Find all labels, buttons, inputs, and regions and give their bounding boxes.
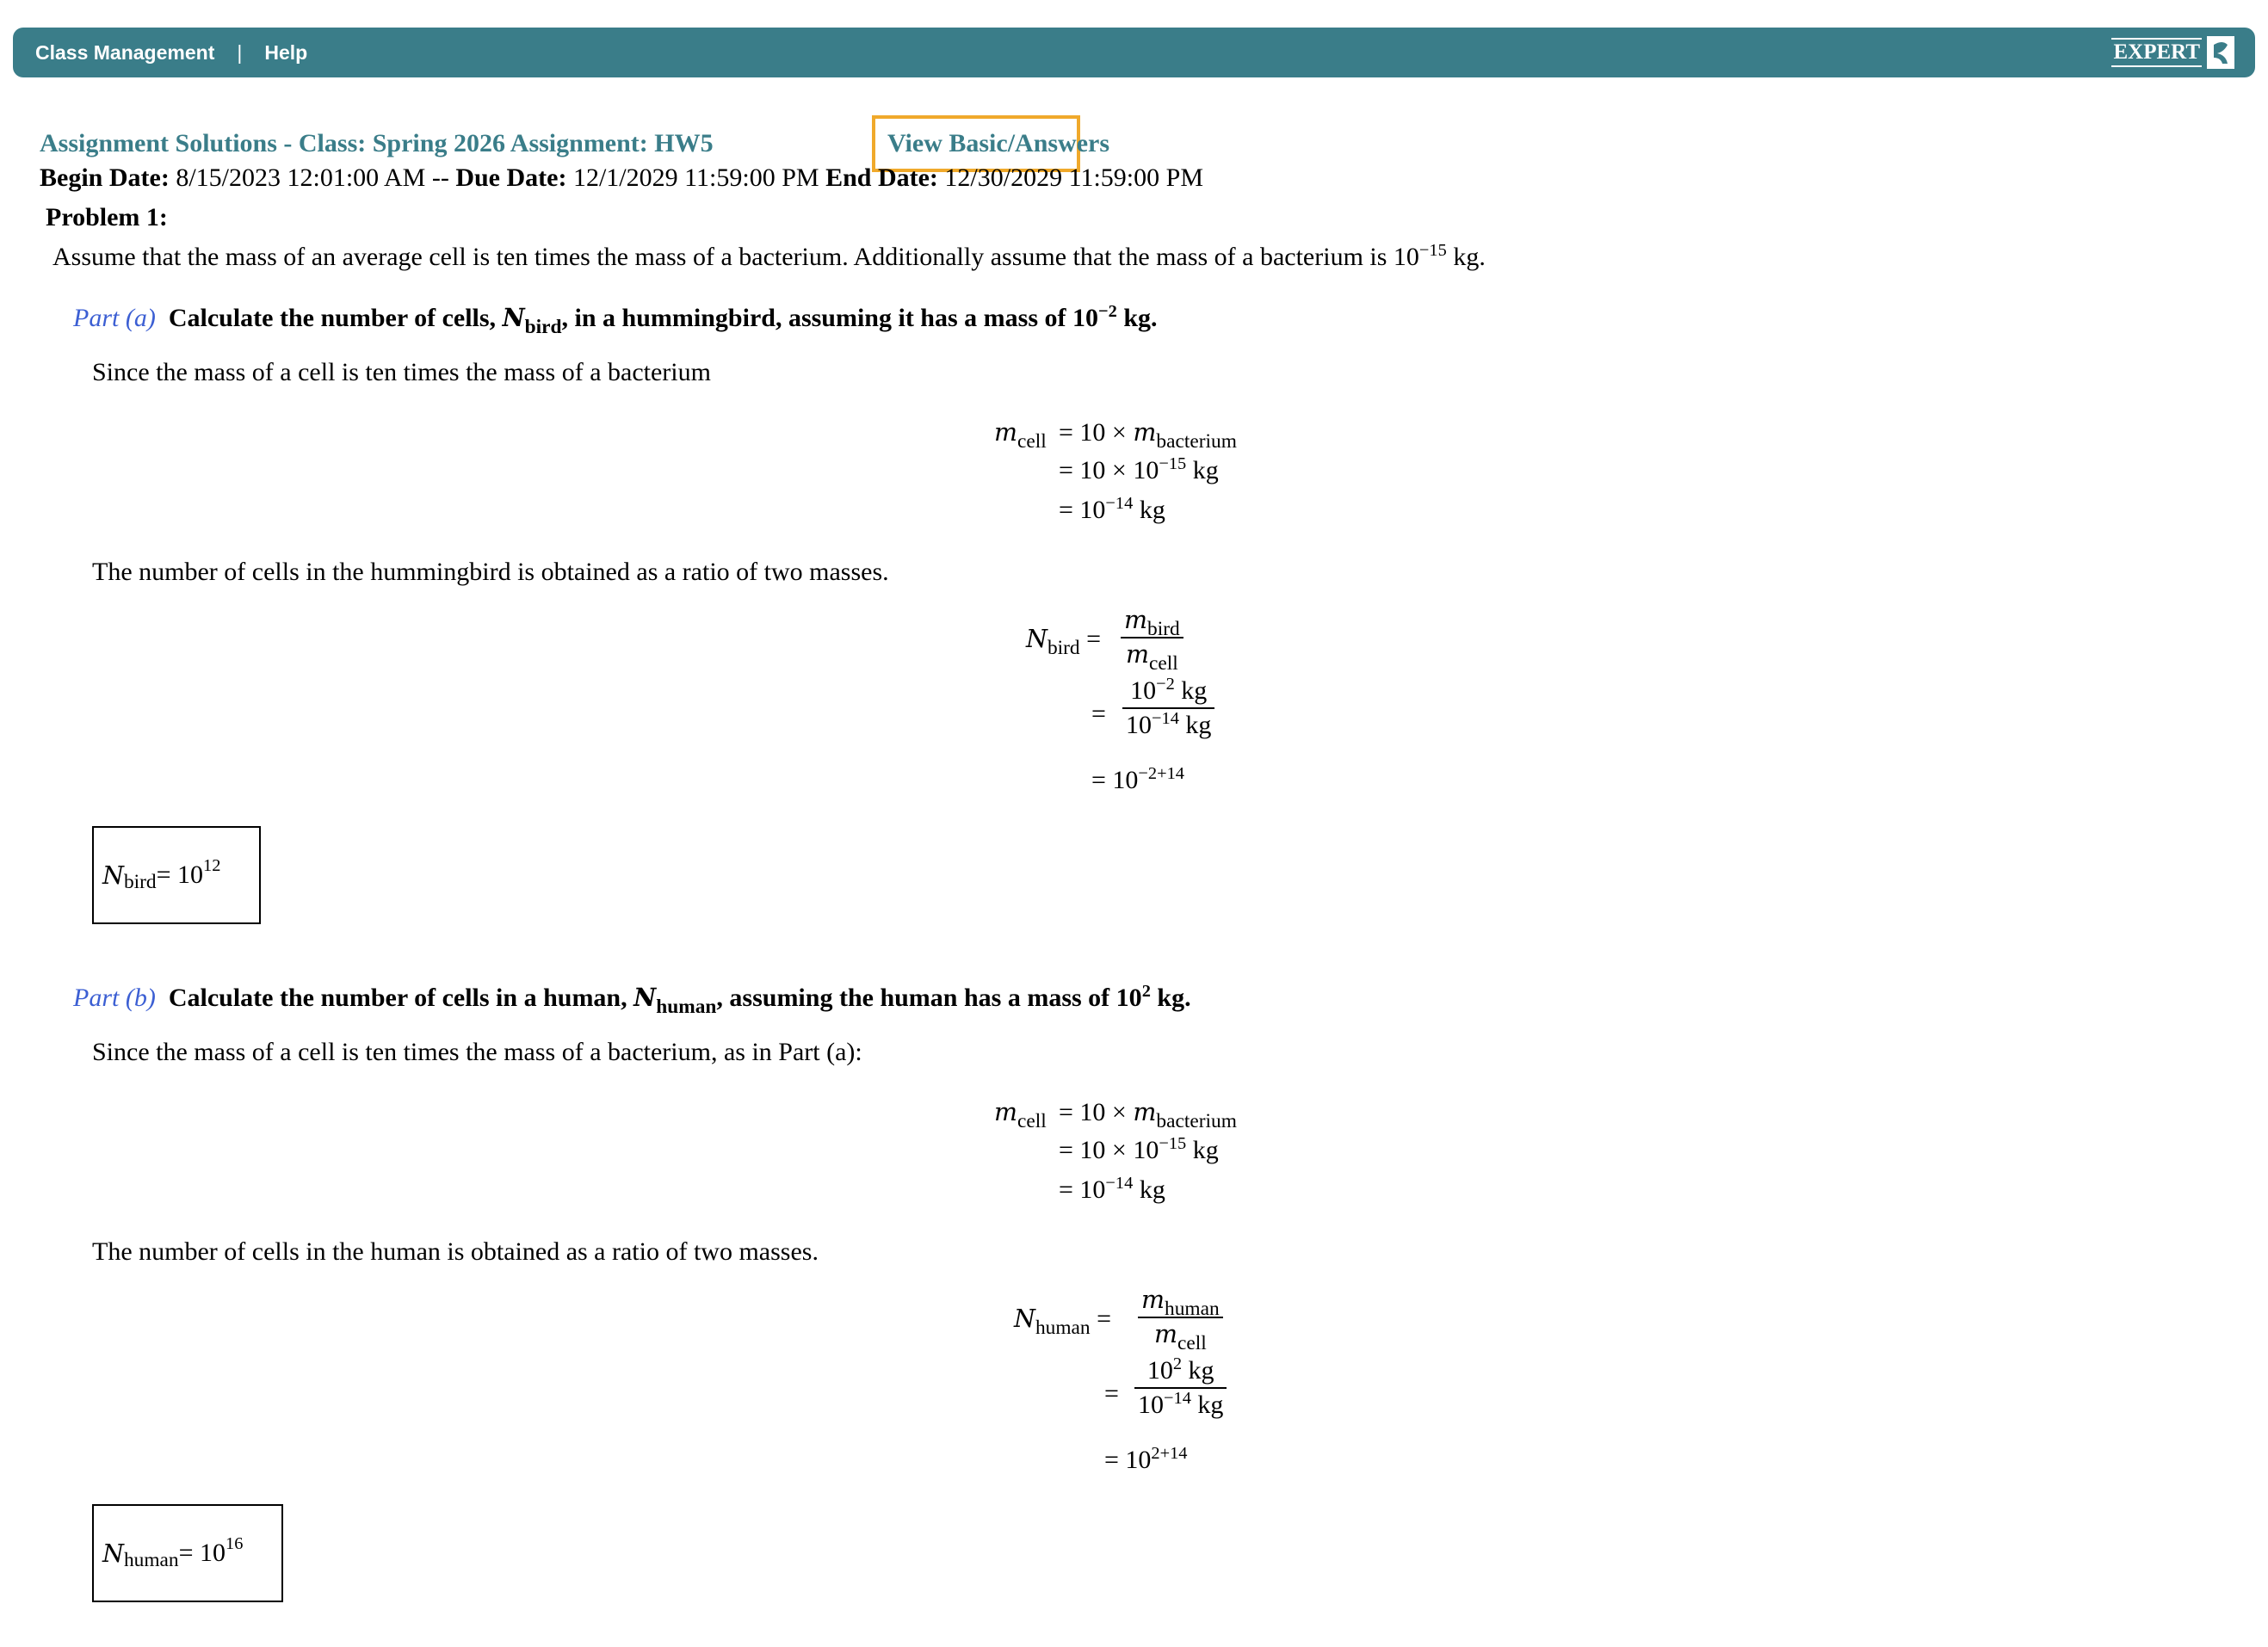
part-b-paragraph-2: The number of cells in the human is obtained as a ratio of two masses. (92, 1237, 819, 1266)
part-b-paragraph-1: Since the mass of a cell is ten times the mass of a bacterium, as in Part (a): (92, 1038, 862, 1066)
part-a-eq1-row1-pre: = 10 × (1059, 418, 1134, 447)
part-b-eq2-f1-denominator (1138, 1318, 1223, 1355)
part-b-eq2-lhs (1014, 1305, 1112, 1340)
part-a-eq2-row3-pre: = 10 (1091, 766, 1139, 794)
part-b-question-exp: 2 (1141, 981, 1151, 1001)
part-a-eq2-lhs-var: N (1026, 625, 1047, 653)
part-a-eq2-f1-num-var: m (1124, 606, 1148, 634)
part-a-eq1-row3 (1059, 493, 1165, 525)
part-a-eq1-lhs-var: m (994, 418, 1018, 447)
part-a-eq1-row1 (1059, 418, 1237, 453)
problem-intro-exponent: −15 (1418, 240, 1447, 260)
part-b-answer-var: N (102, 1539, 124, 1568)
part-b-eq2-equals: = (1097, 1305, 1112, 1333)
part-b-eq2-f2-num-unit: kg (1182, 1356, 1214, 1385)
part-a-eq2-f1-num-sub: bird (1147, 618, 1180, 641)
part-b-eq1-row3-pre: = 10 (1059, 1175, 1106, 1204)
part-a-question-var: N (502, 303, 525, 332)
part-b-eq1-lhs (994, 1098, 1047, 1133)
nav-separator: | (237, 40, 243, 64)
part-a-eq1-row2 (1059, 453, 1219, 485)
part-b-eq1-row2-pre: = 10 × 10 (1059, 1136, 1159, 1164)
part-a-eq2-row3 (1091, 763, 1185, 795)
expert-logo-icon (2205, 34, 2236, 71)
part-b-eq2-f1-numerator (1138, 1286, 1223, 1321)
part-a-eq2-f2-num-pre: 10 (1130, 676, 1157, 705)
assignment-dates (40, 163, 1203, 193)
nav-links (35, 28, 307, 77)
part-b-eq2-f2-denominator (1134, 1389, 1227, 1420)
part-b-question-unit: kg. (1150, 984, 1191, 1012)
due-date-label: Due Date: (455, 163, 567, 192)
part-b-answer-mid: = 10 (178, 1539, 226, 1567)
problem-title: Problem 1: (46, 203, 168, 231)
part-a-eq2-f1-den-sub: cell (1148, 652, 1178, 675)
part-a-eq1-row2-pre: = 10 × 10 (1059, 456, 1159, 484)
part-b-eq2-f2-den-pre: 10 (1138, 1391, 1164, 1419)
part-b-eq2-equals-2: = (1104, 1379, 1119, 1408)
part-b-eq1-row2-unit: kg (1186, 1136, 1219, 1164)
part-b-eq1-row2-exp: −15 (1159, 1133, 1187, 1153)
part-b-eq1-row3-exp: −14 (1105, 1173, 1134, 1193)
part-a-eq2-f2-den-pre: 10 (1126, 711, 1152, 739)
part-b-eq2-row3 (1104, 1443, 1188, 1475)
part-b-question-sub: human (656, 996, 717, 1019)
part-a-eq2-lhs-sub: bird (1047, 637, 1080, 660)
part-a-question (73, 301, 1158, 339)
part-a-eq2-f1-numerator (1121, 606, 1183, 641)
part-b-eq2-f1-den-var: m (1153, 1320, 1177, 1348)
due-date-value: 12/1/2029 11:59:00 PM (572, 163, 819, 192)
part-b-eq1-row1-sub: bacterium (1156, 1110, 1237, 1133)
class-management-link[interactable]: Class Management (35, 40, 215, 64)
part-a-eq2-f2-den-unit: kg (1178, 711, 1212, 739)
part-b-question (73, 981, 1191, 1019)
part-b-answer-box: N $_{human}$ = 10 $^{16}$ (92, 1504, 283, 1602)
expert-logo-text: EXPERT (2111, 38, 2202, 67)
problem-intro (53, 240, 1486, 272)
part-a-eq2-f2-numerator (1122, 676, 1214, 709)
part-b-eq1-row2 (1059, 1133, 1219, 1165)
help-link[interactable]: Help (264, 40, 308, 64)
part-a-eq1-lhs (994, 418, 1047, 453)
part-a-label: Part (a) (73, 304, 156, 332)
part-a-question-mid: , in a hummingbird, assuming it has a mass of 10 (561, 304, 1098, 332)
problem-intro-unit: kg. (1446, 243, 1486, 271)
part-a-answer-mid: = 10 (156, 861, 204, 889)
part-a-question-pre: Calculate the number of cells, (168, 304, 503, 332)
part-a-eq2-equals: = (1086, 625, 1102, 653)
part-b-eq1-row1-var: m (1133, 1098, 1157, 1126)
part-a-eq2-row3-exp: −2+14 (1138, 763, 1185, 783)
part-b-eq1-row3 (1059, 1175, 1165, 1205)
part-b-eq2-f1-den-sub: cell (1177, 1332, 1207, 1355)
part-a-answer-var: N (102, 861, 124, 890)
part-b-eq2-f2-den-exp: −14 (1164, 1388, 1191, 1408)
view-basic-answers-label: View Basic/Answers (887, 129, 1110, 157)
part-b-question-pre: Calculate the number of cells in a human, (168, 984, 634, 1012)
part-a-eq1-lhs-sub: cell (1017, 430, 1047, 453)
end-date-label: End Date: (825, 163, 938, 192)
part-b-eq1-row3-unit: kg (1133, 1175, 1165, 1204)
part-a-eq2-lhs (1026, 625, 1102, 660)
part-a-question-unit: kg. (1116, 304, 1158, 332)
part-b-eq2-fraction-2 (1134, 1356, 1227, 1420)
top-nav-bar (13, 28, 2255, 77)
part-a-eq2-f2-denominator (1122, 709, 1214, 740)
end-date-value: 12/30/2029 11:59:00 PM (944, 163, 1203, 192)
part-b-eq2-f2-num-pre: 10 (1146, 1356, 1173, 1385)
part-b-eq2-row3-exp: 2+14 (1151, 1443, 1188, 1463)
part-a-eq2-f2-num-unit: kg (1174, 676, 1208, 705)
page-title: Assignment Solutions - Class: Spring 2026 Assignment: HW5 (40, 129, 714, 157)
part-a-eq1-row3-unit: kg (1133, 496, 1165, 524)
part-b-eq1-lhs-var: m (994, 1098, 1018, 1126)
part-b-eq2-lhs-sub: human (1035, 1317, 1091, 1340)
part-b-eq1-row1-pre: = 10 × (1059, 1098, 1134, 1126)
begin-date-value: 8/15/2023 12:01:00 AM -- (176, 163, 449, 192)
part-b-question-mid: , assuming the human has a mass of 10 (716, 984, 1142, 1012)
part-a-question-exp: −2 (1098, 301, 1117, 321)
part-a-eq2-fraction-1 (1121, 606, 1183, 675)
part-a-eq2-f1-denominator (1121, 638, 1183, 675)
part-a-question-sub: bird (524, 316, 562, 339)
problem-intro-text: Assume that the mass of an average cell is ten times the mass of a bacterium. Additionally assume that the mass of a bacterium is 10 (53, 243, 1419, 271)
part-a-eq1-row1-sub: bacterium (1156, 430, 1237, 453)
part-b-question-var: N (633, 983, 657, 1012)
part-a-answer-box: N $_{bird}$ = 10 $^{12}$ (92, 826, 261, 924)
part-a-eq2-fraction-2 (1122, 676, 1214, 740)
part-b-eq2-f2-num-exp: 2 (1172, 1354, 1183, 1373)
part-b-eq2-f1-num-sub: human (1165, 1298, 1220, 1321)
part-b-eq2-f2-den-unit: kg (1190, 1391, 1224, 1419)
part-b-eq1-row1 (1059, 1098, 1237, 1133)
part-a-paragraph-1: Since the mass of a cell is ten times the mass of a bacterium (92, 358, 711, 386)
part-a-eq1-row2-unit: kg (1186, 456, 1219, 484)
part-b-label: Part (b) (73, 984, 156, 1012)
part-b-eq1-lhs-sub: cell (1017, 1110, 1047, 1133)
expert-logo (2111, 34, 2236, 71)
part-a-eq2-f1-den-var: m (1125, 640, 1149, 669)
part-a-eq2-f2-num-exp: −2 (1156, 674, 1175, 694)
part-b-eq2-lhs-var: N (1014, 1305, 1035, 1333)
part-a-eq2-equals-2: = (1091, 700, 1106, 728)
part-a-eq1-row3-pre: = 10 (1059, 496, 1106, 524)
part-b-eq2-f2-numerator (1134, 1356, 1227, 1389)
part-a-eq2-f2-den-exp: −14 (1152, 708, 1179, 728)
begin-date-label: Begin Date: (40, 163, 170, 192)
part-b-eq2-fraction-1 (1138, 1286, 1223, 1355)
part-a-paragraph-2: The number of cells in the hummingbird is obtained as a ratio of two masses. (92, 558, 889, 586)
part-a-eq1-row2-exp: −15 (1159, 453, 1187, 473)
part-a-eq1-row3-exp: −14 (1105, 493, 1134, 513)
part-b-eq2-row3-pre: = 10 (1104, 1446, 1152, 1474)
part-a-eq1-row1-var: m (1133, 418, 1157, 447)
part-b-eq2-f1-num-var: m (1141, 1286, 1165, 1314)
